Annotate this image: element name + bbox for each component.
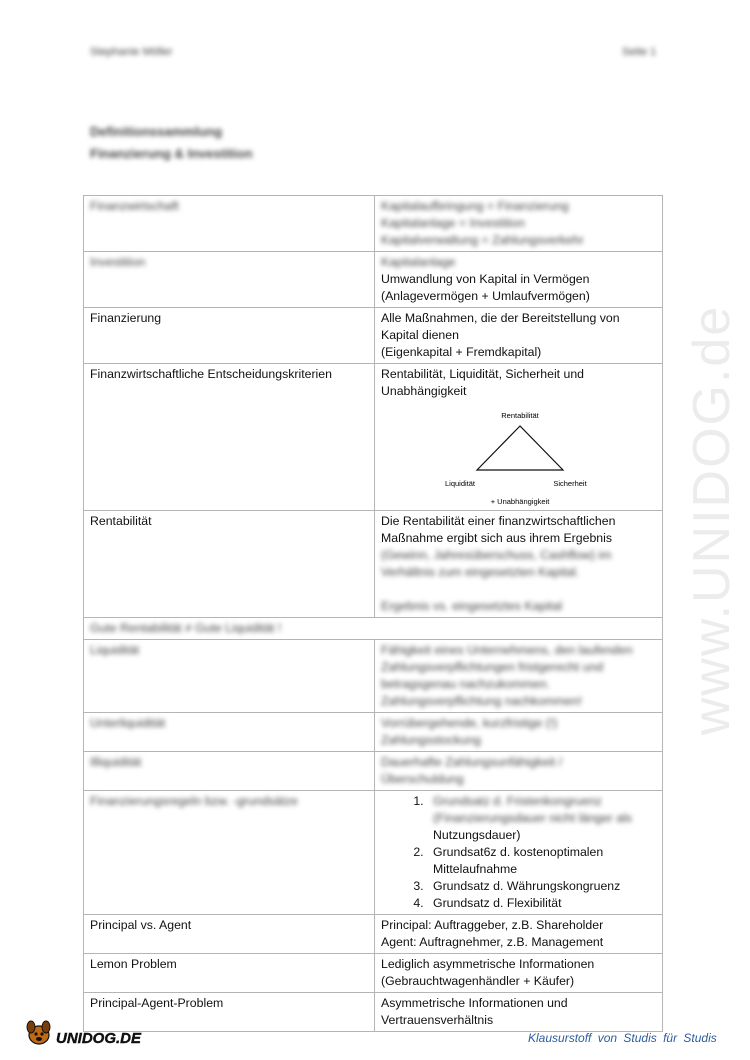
table-row: [84, 915, 663, 954]
definition-line: Zahlungsstockung: [381, 733, 481, 747]
term-cell: Finanzwirtschaftliche Entscheidungskriterien: [84, 364, 375, 511]
definition-cell: [375, 954, 663, 993]
definition-line: Agent: Auftragnehmer, z.B. Management: [381, 935, 604, 949]
table-row: [84, 752, 663, 791]
definition-line: Maßnahme ergibt sich aus ihrem Ergebnis: [381, 531, 613, 545]
header-author: Stephanie Möller: [90, 46, 173, 58]
triangle-label-left: Liquidität: [444, 479, 476, 488]
triangle-label-right: Sicherheit: [553, 479, 587, 488]
rule-line: 4. Grundsatz d. Flexibilität: [433, 896, 562, 910]
definition-line: (Eigenkapital + Fremdkapital): [381, 345, 542, 359]
definition-line: Verhältnis zum eingesetzten Kapital.: [381, 565, 580, 579]
definition-cell: [375, 511, 663, 618]
table-row: [84, 791, 663, 915]
definition-line: Kapitalverwaltung = Zahlungsverkehr: [381, 233, 584, 247]
footer-tagline: Klausurstoff von Studis für Studis: [528, 1031, 717, 1045]
rule-line: 3. Grundsatz d. Währungskongruenz: [433, 879, 621, 893]
definition-line: Unabhängigkeit: [381, 384, 467, 398]
title-line-1: Definitionssammlung: [90, 124, 223, 139]
table-row: [84, 618, 663, 640]
definition-cell: [375, 713, 663, 752]
definition-line: (Gewinn, Jahresüberschuss, Cashflow) im: [381, 548, 612, 562]
definition-line: betragsgenau nachzukommen.: [381, 677, 550, 691]
definition-line: Überschuldung: [381, 772, 464, 786]
definition-line: Principal: Auftraggeber, z.B. Shareholder: [381, 918, 604, 932]
rule-line: (Finanzierungsdauer nicht länger als: [433, 811, 632, 825]
definition-line: (Anlagevermögen + Umlaufvermögen): [381, 289, 590, 303]
rule-line: 1. Grundsatz d. Fristenkongruenz: [433, 794, 602, 808]
definition-line: Zahlungsverpflichtung nachkommen!: [381, 694, 582, 708]
table-row: [84, 252, 663, 308]
rule-line: Mittelaufnahme: [433, 862, 518, 876]
definition-cell: [375, 915, 663, 954]
term-cell: Lemon Problem: [84, 954, 375, 993]
table-row: [84, 364, 663, 511]
term-cell: Finanzwirtschaft: [84, 196, 375, 252]
definition-line: Alle Maßnahmen, die der Bereitstellung von: [381, 311, 620, 325]
term-cell: Finanzierung: [84, 308, 375, 364]
definition-line: (Gebrauchtwagenhändler + Käufer): [381, 974, 575, 988]
definition-line: Zahlungsverpflichtungen fristgerecht und: [381, 660, 604, 674]
formula-line: Ergebnis vs. eingesetztes Kapital: [381, 599, 563, 613]
definition-line: Kapitalanlage: [381, 255, 456, 269]
table-row: [84, 196, 663, 252]
list-item: [427, 793, 656, 844]
definitions-table: [83, 195, 663, 1032]
term-cell: Principal vs. Agent: [84, 915, 375, 954]
definition-line: Vertrauensverhältnis: [381, 1013, 494, 1027]
definition-cell: [375, 993, 663, 1032]
definition-line: Kapitalanlage = Investition: [381, 216, 525, 230]
term-cell: Unterliquidität: [84, 713, 375, 752]
definition-line: Vorrübergehende, kurzfristige (!): [381, 716, 558, 730]
rules-list: [381, 793, 656, 912]
term-cell: Rentabilität: [84, 511, 375, 618]
header-page-number: Seite 1: [622, 46, 657, 58]
definition-line: Lediglich asymmetrische Informationen: [381, 957, 595, 971]
document-title: [90, 121, 253, 165]
table-row: [84, 713, 663, 752]
list-item: [427, 844, 656, 878]
definition-cell: [375, 752, 663, 791]
term-cell: Liquidität: [84, 640, 375, 713]
term-cell: Illiquidität: [84, 752, 375, 791]
table-row: [84, 640, 663, 713]
definition-cell: [375, 640, 663, 713]
title-line-2: Finanzierung & Investition: [90, 146, 253, 161]
list-item: [427, 895, 656, 912]
definition-cell: [375, 364, 663, 511]
criteria-triangle-diagram: [439, 406, 599, 506]
definition-cell: [375, 252, 663, 308]
unidog-logo: [22, 1016, 152, 1052]
note-cell: Gute Rentabilität ≠ Gute Liquidität !: [84, 618, 663, 640]
rule-line: Nutzungsdauer): [433, 828, 521, 842]
watermark: www.UNIDOG.de: [683, 304, 741, 736]
term-cell: Investition: [84, 252, 375, 308]
triangle-label-bottom: + Unabhängigkeit: [490, 497, 550, 506]
triangle-label-top: Rentabilität: [501, 411, 539, 420]
definition-line: Fähigkeit eines Unternehmens, den laufenden: [381, 643, 633, 657]
table-row: [84, 308, 663, 364]
definition-line: Kapitalaufbringung = Finanzierung: [381, 199, 569, 213]
term-cell: Finanzierungsregeln bzw. -grundsätze: [84, 791, 375, 915]
table-row: [84, 511, 663, 618]
rule-line: 2. Grundsat6z d. kostenoptimalen: [433, 845, 604, 859]
table-row: [84, 954, 663, 993]
table-row: [84, 993, 663, 1032]
definition-line: Kapital dienen: [381, 328, 459, 342]
definition-line: Die Rentabilität einer finanzwirtschaftlichen: [381, 514, 616, 528]
list-item: [427, 878, 656, 895]
definition-cell: [375, 196, 663, 252]
logo-text: UNIDOG.DE: [56, 1030, 142, 1047]
definition-line: Asymmetrische Informationen und: [381, 996, 568, 1010]
definition-cell: [375, 308, 663, 364]
definition-line: Umwandlung von Kapital in Vermögen: [381, 272, 590, 286]
definition-cell: [375, 791, 663, 915]
term-cell: Principal-Agent-Problem: [84, 993, 375, 1032]
definition-line: Rentabilität, Liquidität, Sicherheit und: [381, 367, 585, 381]
definition-line: Dauerhafte Zahlungsunfähigkeit /: [381, 755, 563, 769]
triangle-shape: [477, 426, 563, 470]
